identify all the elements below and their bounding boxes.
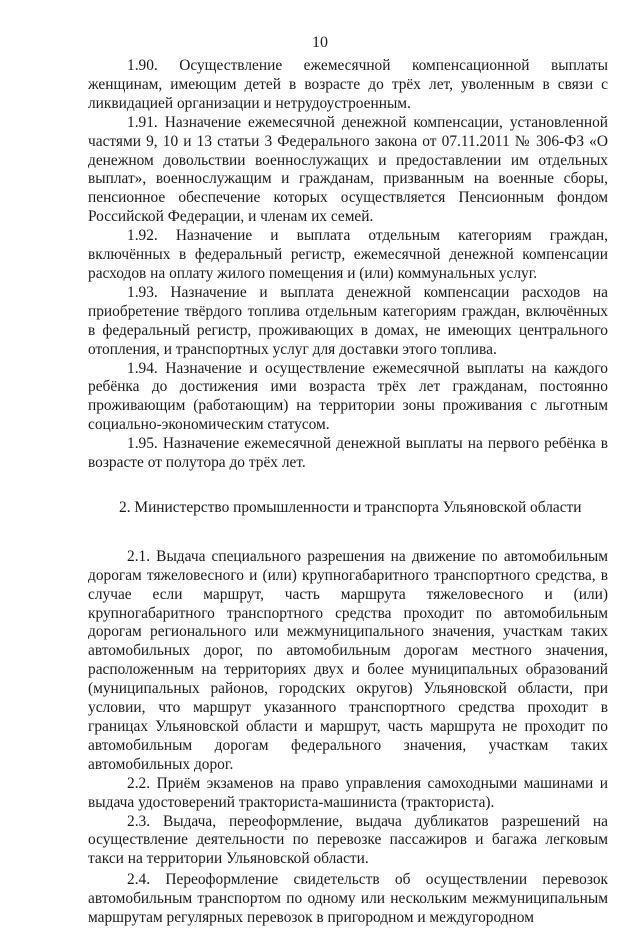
spacer [88, 518, 608, 548]
paragraph-2-4: 2.4. Переоформление свидетельств об осуществлении перевозок автомобильным транспортом по одному или нескольким межмуниципальным маршрутам регулярных перевозок в пригородном и междугородном [88, 871, 608, 927]
paragraph-2-1: 2.1. Выдача специального разрешения на движение по автомобильным дорогам тяжеловесного и (или) крупногабаритного транспортного средства, в случае если маршрут, часть маршрута тяжеловесного и (или) крупногабаритного транспортного средства проходит по автомобильным дорогам регионального или межмуниципального значения, участкам таких автомобильных дорог, по автомобильным дорогам местного значения, расположенным на территориях двух и более муниципальных образований (муниципальных районов, городских округов) Ульяновской области, при условии, что маршрут указанного транспортного средства проходит в границах Ульяновской области и маршрут, часть маршрута не проходит по автомобильным дорогам федерального значения, участкам таких автомобильных дорог. [88, 547, 608, 773]
paragraph-1-94: 1.94. Назначение и осуществление ежемесячной выплаты на каждого ребёнка до достижения ими возраста трёх лет гражданам, постоянно проживающим (работающим) на территории зоны проживания с льготным социально-экономическим статусом. [88, 359, 608, 434]
page-number: 10 [312, 34, 328, 51]
paragraph-1-92: 1.92. Назначение и выплата отдельным категориям граждан, включённых в федеральный регистр, ежемесячной денежной компенсации расходов на оплату жилого помещения и (или) коммунальных услуг. [88, 227, 608, 282]
paragraph-1-93: 1.93. Назначение и выплата денежной компенсации расходов на приобретение твёрдого топлива отдельным категориям граждан, включённых в федеральный регистр, проживающих в домах, не имеющих центрального отопления, и транспортных услуг для доставки этого топлива. [88, 283, 608, 358]
paragraph-2-3: 2.3. Выдача, переоформление, выдача дубликатов разрешений на осуществление деятельности по перевозке пассажиров и багажа легковым такси на территории Ульяновской области. [88, 812, 608, 868]
paragraph-1-90: 1.90. Осуществление ежемесячной компенсационной выплаты женщинам, имеющим детей в возрасте до трёх лет, уволенным в связи с ликвидацией организации и нетрудоустроенным. [88, 57, 608, 112]
paragraph-1-95: 1.95. Назначение ежемесячной денежной выплаты на первого ребёнка в возрасте от полутора до трёх лет. [88, 435, 608, 472]
document-body [88, 57, 608, 928]
section-heading: 2. Министерство промышленности и транспорта Ульяновской области [119, 498, 582, 516]
paragraph-2-2: 2.2. Приём экзаменов на право управления самоходными машинами и выдача удостоверений тракториста-машиниста (тракториста). [88, 774, 608, 811]
spacer [88, 473, 608, 499]
paragraph-1-91: 1.91. Назначение ежемесячной денежной компенсации, установленной частями 9, 10 и 13 статьи 3 Федерального закона от 07.11.2011 № 306-ФЗ «О денежном довольствии военнослужащих и предоставлении им отдельных выплат», военнослужащим и гражданам, призванным на военные сборы, пенсионное обеспечение которых осуществляется Пенсионным фондом Российской Федерации, и членам их семей. [88, 113, 608, 226]
